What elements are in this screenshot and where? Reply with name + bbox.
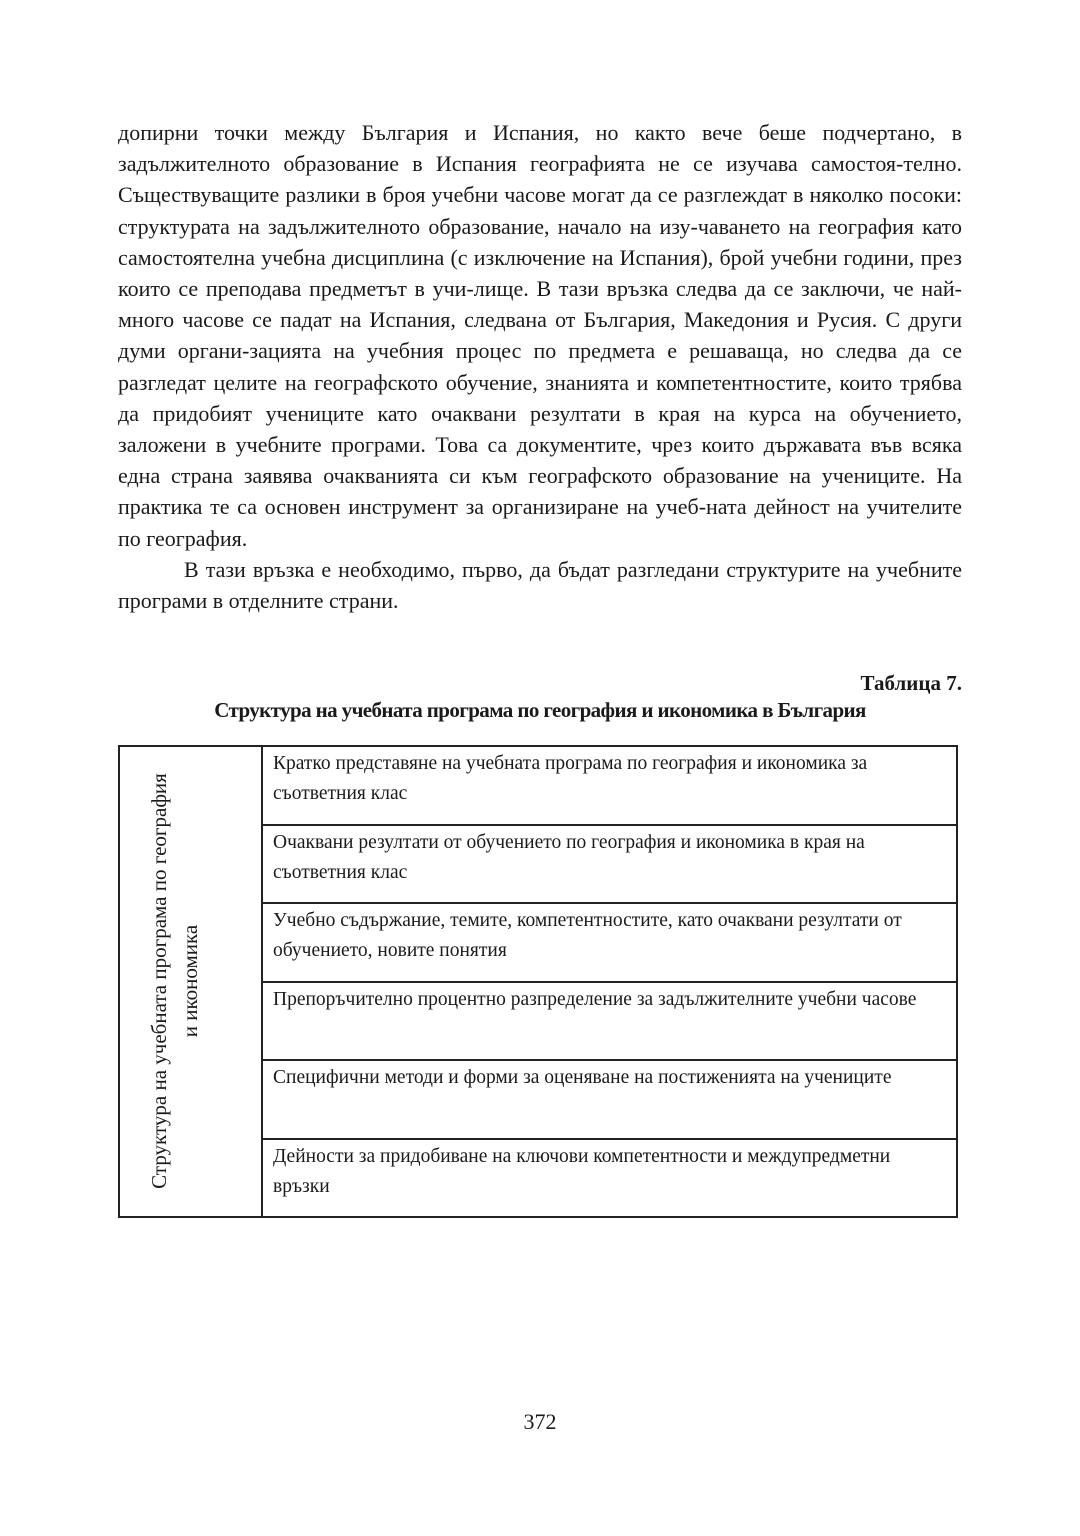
- page-number: 372: [523, 1409, 557, 1434]
- table-row: Препоръчително процентно разпределение за задължителните учебни часове: [263, 983, 956, 1062]
- table-title: Структура на учебната програма по география и икономика в България: [214, 698, 866, 722]
- structure-table: [118, 745, 958, 1218]
- table-row: Учебно съдържание, темите, компетентностите, като очаквани резултати от обучението, новите понятия: [263, 904, 956, 983]
- table-row: Кратко представяне на учебната програма по география и икономика за съответния клас: [263, 747, 956, 826]
- table-row: Очаквани резултати от обучението по география и икономика в края на съответния клас: [263, 826, 956, 905]
- paragraph: допирни точки между България и Испания, но както вече беше подчертано, в задължителното образование в Испания географията не се изучава самостоя-телно. Съществуващите разлики в броя учебни часове могат да се разглеждат в няколко посоки: структурата на задължителното образование, начало на изу-чаването на география като самостоятелна учебна дисциплина (с изключение на Испания), брой учебни години, през които се преподава предметът в учи-лище. В тази връзка следва да се заключи, че най-много часове се падат на Испания, следвана от България, Македония и Русия. С други думи органи-зацията на учебния процес по предмета е решаваща, но следва да се разгледат целите на географското обучение, знанията и компетентностите, които трябва да придобият учениците като очаквани резултати в края на курса на обучението, заложени в учебните програми. Това са документите, чрез които държавата във всяка една страна заявява очакванията си към географското образование на учениците. На практика те са основен инструмент за организиране на учеб-ната дейност на учителите по география.: [118, 120, 962, 551]
- table-row-header-cell: [120, 747, 263, 1216]
- body-text: [118, 117, 962, 616]
- table-number: Таблица 7.: [860, 671, 962, 695]
- table-row-header: Структура на учебната програма по география и икономика: [147, 773, 202, 1189]
- table-row: Дейности за придобиване на ключови компетентности и междупредметни връзки: [273, 1145, 891, 1197]
- table-rows: [263, 747, 956, 1216]
- table-row: Специфични методи и форми за оценяване на постиженията на учениците: [263, 1061, 956, 1140]
- paragraph: В тази връзка е необходимо, първо, да бъдат разгледани структурите на учебните програми в отделните страни.: [118, 556, 962, 614]
